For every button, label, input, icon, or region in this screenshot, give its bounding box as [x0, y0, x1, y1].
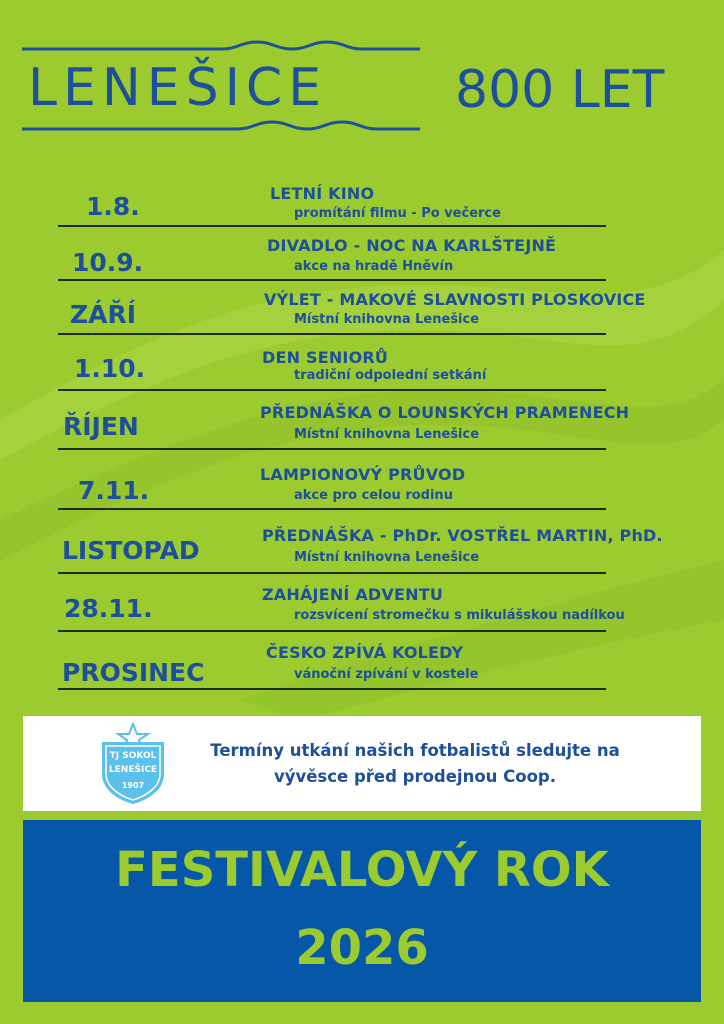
event-title: PŘEDNÁŠKA O LOUNSKÝCH PRAMENECH	[260, 403, 630, 422]
row-divider	[58, 572, 606, 574]
event-row	[58, 344, 606, 402]
logo-wave-top	[22, 40, 420, 56]
event-row	[58, 642, 606, 700]
football-notice-text	[180, 738, 650, 790]
event-date: 1.10.	[74, 354, 146, 383]
event-date: 7.11.	[78, 476, 150, 505]
svg-text:TJ SOKOL: TJ SOKOL	[109, 751, 157, 761]
event-subtitle: akce pro celou rodinu	[294, 488, 453, 503]
row-divider	[58, 279, 606, 281]
svg-text:LENEŠICE: LENEŠICE	[108, 765, 158, 775]
anniversary-tagline: 800 LET	[455, 60, 665, 120]
row-divider	[58, 630, 606, 632]
event-subtitle: Místní knihovna Lenešice	[294, 427, 480, 442]
notice-line-2: vývěsce před prodejnou Coop.	[273, 767, 557, 786]
event-subtitle: rozsvícení stromečku s mikulášskou nadílkou	[294, 608, 625, 623]
event-row	[58, 400, 630, 458]
tj-sokol-badge-icon	[96, 722, 170, 806]
event-subtitle: vánoční zpívání v kostele	[294, 667, 479, 682]
event-row	[58, 524, 663, 582]
row-divider	[58, 688, 606, 690]
event-date: ŘÍJEN	[63, 412, 139, 441]
event-subtitle: Místní knihovna Lenešice	[294, 550, 480, 565]
event-row	[58, 288, 646, 346]
event-subtitle: Místní knihovna Lenešice	[294, 312, 480, 327]
event-subtitle: tradiční odpolední setkání	[294, 368, 487, 383]
event-title: DEN SENIORŮ	[262, 348, 389, 367]
event-title: LETNÍ KINO	[270, 184, 375, 203]
event-title: LAMPIONOVÝ PRŮVOD	[260, 465, 466, 484]
event-date: LISTOPAD	[62, 536, 200, 565]
event-date: 28.11.	[64, 594, 153, 623]
event-row	[58, 584, 625, 642]
event-row	[58, 462, 606, 520]
event-title: VÝLET - MAKOVÉ SLAVNOSTI PLOSKOVICE	[264, 290, 646, 309]
event-title: ČESKO ZPÍVÁ KOLEDY	[266, 643, 464, 662]
event-subtitle: akce na hradě Hněvín	[294, 259, 454, 274]
town-logo: LENEŠICE	[28, 58, 328, 118]
row-divider	[58, 225, 606, 227]
banner-year: 2026	[295, 920, 429, 976]
svg-text:1907: 1907	[121, 781, 145, 790]
event-title: DIVADLO - NOC NA KARLŠTEJNĚ	[267, 236, 557, 255]
notice-line-1: Termíny utkání našich fotbalistů sledujte na	[210, 741, 620, 760]
event-title: PŘEDNÁŠKA - PhDr. VOSTŘEL MARTIN, PhD.	[262, 526, 663, 545]
logo-wave-bottom	[22, 120, 420, 136]
row-divider	[58, 389, 606, 391]
event-date: PROSINEC	[62, 658, 205, 687]
row-divider	[58, 508, 606, 510]
event-title: ZAHÁJENÍ ADVENTU	[262, 585, 444, 604]
row-divider	[58, 448, 606, 450]
event-row	[58, 180, 606, 238]
event-row	[58, 234, 606, 292]
event-date: 1.8.	[86, 192, 140, 221]
event-date: ZÁŘÍ	[70, 300, 137, 329]
event-date: 10.9.	[72, 248, 144, 277]
row-divider	[58, 333, 606, 335]
event-subtitle: promítání filmu - Po večerce	[294, 206, 501, 221]
banner-title: FESTIVALOVÝ ROK	[115, 842, 609, 898]
